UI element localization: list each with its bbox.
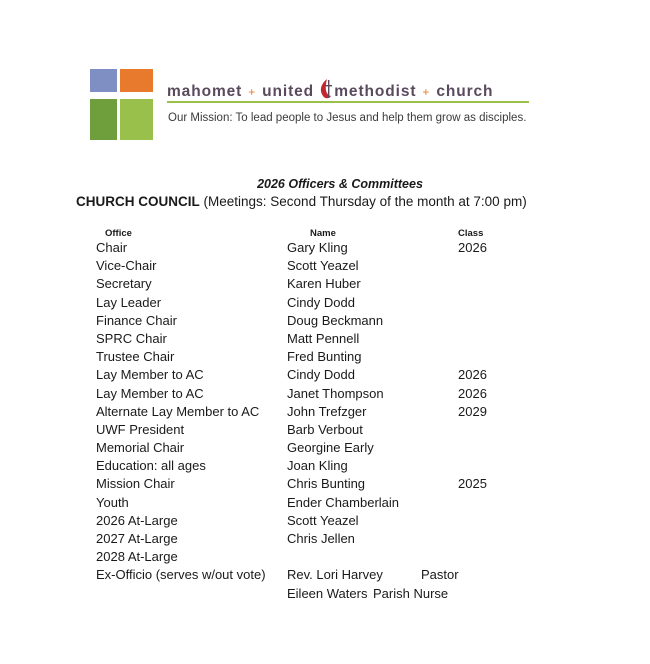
office-cell: 2028 At-Large: [96, 549, 178, 565]
name-cell: Karen Huber: [287, 276, 361, 292]
name-cell: Scott Yeazel: [287, 258, 359, 274]
office-cell: Alternate Lay Member to AC: [96, 403, 260, 419]
column-header-name: Name: [310, 228, 336, 239]
name-cell: Gary Kling: [287, 240, 348, 255]
mission-statement: Our Mission: To lead people to Jesus and help them grow as disciples.: [168, 112, 527, 124]
office-cell: Youth: [96, 494, 129, 510]
office-cell: Vice-Chair: [96, 258, 157, 274]
brand-separator-2: +: [422, 85, 431, 99]
class-cell: 2029: [458, 403, 487, 419]
office-cell: Lay Member to AC: [96, 385, 204, 401]
logo-square-light-green: [120, 99, 153, 140]
name-cell: Georgine Early: [287, 440, 374, 456]
office-cell: Chair: [96, 240, 128, 255]
name-cell: Rev. Lori Harvey: [287, 567, 383, 583]
name-cell: Ender Chamberlain: [287, 494, 400, 510]
office-cell: UWF President: [96, 421, 185, 437]
name-cell: John Trefzger: [287, 403, 367, 419]
brand-word-3: methodist: [334, 83, 417, 100]
office-cell: Secretary: [96, 276, 152, 292]
name-cell: Doug Beckmann: [287, 312, 384, 328]
name-cell: Barb Verbout: [287, 421, 363, 437]
logo-square-orange: [120, 69, 153, 92]
brand-word-2: united: [262, 83, 315, 100]
header-divider: [167, 101, 529, 103]
class-cell: 2025: [458, 476, 487, 492]
column-header-office: Office: [105, 228, 132, 239]
office-cell: 2026 At-Large: [96, 512, 178, 528]
class-cell: 2026: [458, 385, 487, 401]
office-cell: Lay Leader: [96, 294, 162, 310]
role-cell: Pastor: [421, 567, 459, 583]
name-cell: Matt Pennell: [287, 330, 360, 346]
column-header-class: Class: [458, 228, 484, 239]
office-cell: Mission Chair: [96, 476, 175, 492]
role-cell: Parish Nurse: [373, 585, 449, 601]
name-cell: Chris Jellen: [287, 531, 355, 546]
council-meeting-info: (Meetings: Second Thursday of the month at 7:00 pm): [203, 194, 527, 209]
name-cell: Chris Bunting: [287, 476, 366, 492]
name-cell: Fred Bunting: [287, 349, 362, 365]
name-cell: Eileen Waters: [287, 585, 368, 601]
name-cell: Scott Yeazel: [287, 512, 359, 528]
brand-separator-1: +: [248, 85, 257, 99]
office-cell: Trustee Chair: [96, 349, 175, 365]
logo-square-blue: [90, 69, 117, 92]
office-cell: Lay Member to AC: [96, 367, 204, 383]
council-heading: [76, 194, 527, 209]
name-cell: Janet Thompson: [287, 385, 384, 401]
cross-and-flame-icon: [319, 78, 333, 100]
brand-word-1: mahomet: [167, 83, 243, 100]
church-logo: [90, 69, 154, 141]
office-cell: 2027 At-Large: [96, 531, 178, 546]
office-cell: Finance Chair: [96, 312, 177, 328]
class-cell: 2026: [458, 367, 487, 383]
name-cell: Joan Kling: [287, 458, 348, 474]
office-cell: Education: all ages: [96, 458, 206, 474]
page-title: 2026 Officers & Committees: [257, 177, 423, 191]
logo-square-dark-green: [90, 99, 117, 140]
class-cell: 2026: [458, 240, 487, 255]
name-cell: Cindy Dodd: [287, 367, 355, 383]
office-cell: Memorial Chair: [96, 440, 185, 456]
council-heading-title: CHURCH COUNCIL: [76, 194, 200, 209]
office-cell: SPRC Chair: [96, 330, 167, 346]
name-cell: Cindy Dodd: [287, 294, 355, 310]
brand-word-4: church: [436, 83, 494, 100]
church-name: [167, 78, 493, 101]
office-cell: Ex-Officio (serves w/out vote): [96, 567, 266, 583]
